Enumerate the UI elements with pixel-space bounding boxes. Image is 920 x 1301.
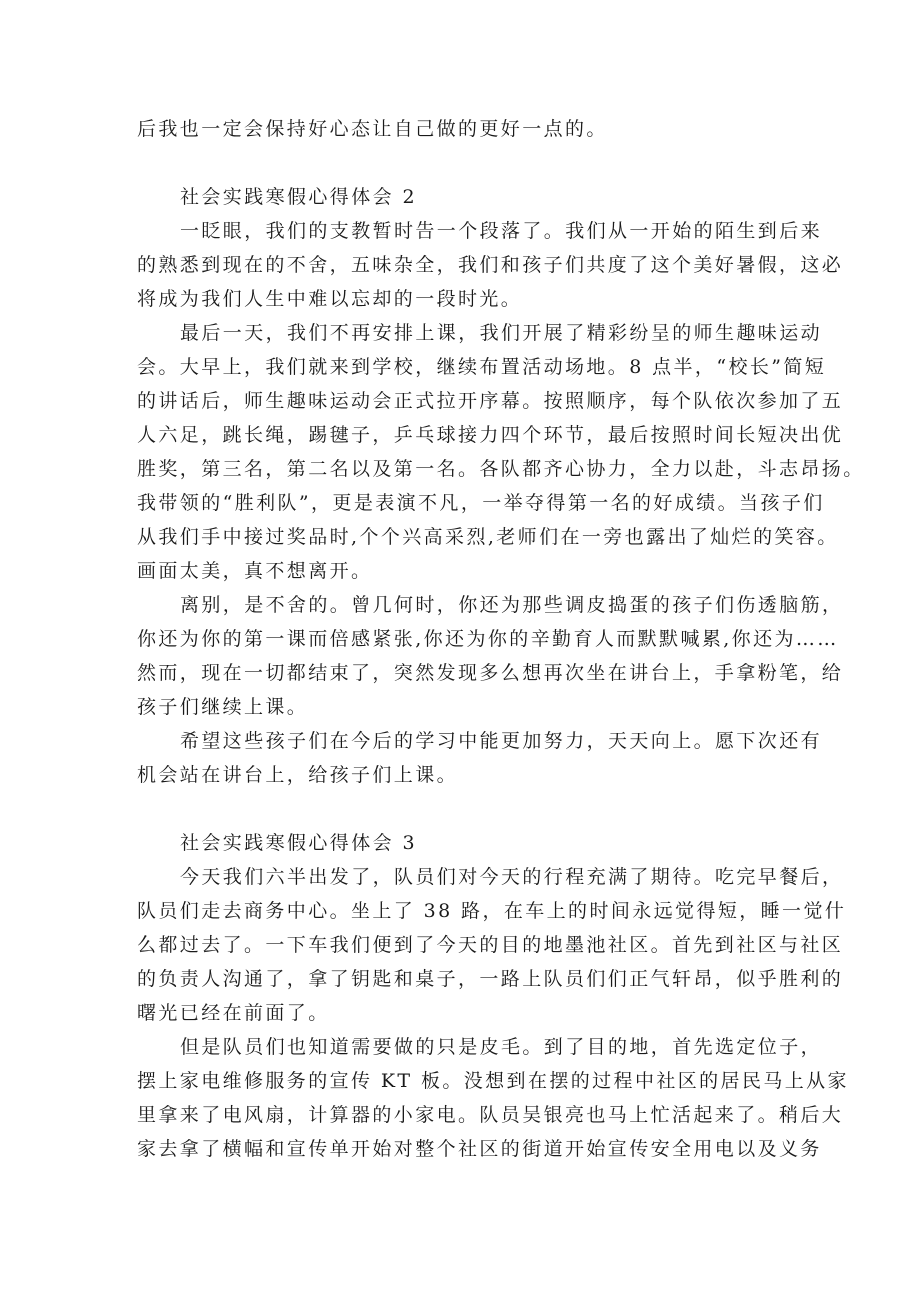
paragraph [137,1030,849,1166]
text-line: 将成为我们人生中难以忘却的一段时光。 [137,288,523,310]
paragraph [137,316,865,588]
text-line: 会。大早上，我们就来到学校，继续布置活动场地。8 点半，“校长”简短 [137,356,827,378]
text-line: 从我们手中接过奖品时,个个兴高采烈,老师们在一旁也露出了灿烂的笑容。 [137,526,839,548]
text-line: 我带领的“胜利队”，更是表演不凡，一举夺得第一名的好成绩。当孩子们 [137,492,825,514]
text-line: 摆上家电维修服务的宣传 KT 板。没想到在摆的过程中社区的居民马上从家 [137,1070,849,1092]
section-heading: 社会实践寒假心得体会 3 [180,832,417,854]
text-line: 你还为你的第一课而倍感紧张,你还为你的辛勤育人而默默喊累,你还为…… [137,628,839,650]
text-line: 机会站在讲台上，给孩子们上课。 [137,764,459,786]
text-line: 人六足，跳长绳，踢毽子，乒乓球接力四个环节，最后按照时间长短决出优 [137,424,844,446]
text-line: 离别，是不舍的。曾几何时，你还为那些调皮捣蛋的孩子们伤透脑筋， [180,594,844,616]
text-line: 家去拿了横幅和宣传单开始对整个社区的街道开始宣传安全用电以及义务 [137,1138,822,1160]
paragraph [137,588,844,724]
paragraph [137,214,844,316]
text-line: 里拿来了电风扇，计算器的小家电。队员吴银亮也马上忙活起来了。稍后大 [137,1104,844,1126]
text-line: 的讲话后，师生趣味运动会正式拉开序幕。按照顺序，每个队依次参加了五 [137,390,844,412]
text-line: 孩子们继续上课。 [137,696,309,718]
text-line: 希望这些孩子们在今后的学习中能更加努力，天天向上。愿下次还有 [180,730,823,752]
paragraph [137,724,823,792]
text-line: 今天我们六半出发了，队员们对今天的行程充满了期待。吃完早餐后， [180,866,844,888]
text-line: 曙光已经在前面了。 [137,1002,330,1024]
text-line: 胜奖，第三名，第二名以及第一名。各队都齐心协力，全力以赴，斗志昂扬。 [137,458,865,480]
text-line: 的负责人沟通了，拿了钥匙和桌子，一路上队员们们正气轩昂，似乎胜利的 [137,968,844,990]
text-line: 的熟悉到现在的不舍，五味杂全，我们和孩子们共度了这个美好暑假，这必 [137,254,844,276]
section-2 [137,180,865,792]
text-line: 么都过去了。一下车我们便到了今天的目的地墨池社区。首先到社区与社区 [137,934,844,956]
text-line: 画面太美，真不想离开。 [137,560,373,582]
paragraph [137,860,847,1030]
text-line: 然而，现在一切都结束了，突然发现多么想再次坐在讲台上，手拿粉笔，给 [137,662,844,684]
text-line: 最后一天，我们不再安排上课，我们开展了精彩纷呈的师生趣味运动 [180,322,823,344]
section-heading: 社会实践寒假心得体会 2 [180,186,417,208]
intro-tail-line: 后我也一定会保持好心态让自己做的更好一点的。 [137,118,608,140]
section-3 [137,826,849,1166]
text-line: 一眨眼，我们的支教暂时告一个段落了。我们从一开始的陌生到后来 [180,220,823,242]
document-page [137,112,865,1166]
text-line: 队员们走去商务中心。坐上了 38 路，在车上的时间永远觉得短，睡一觉什 [137,900,847,922]
text-line: 但是队员们也知道需要做的只是皮毛。到了目的地，首先选定位子， [180,1036,823,1058]
